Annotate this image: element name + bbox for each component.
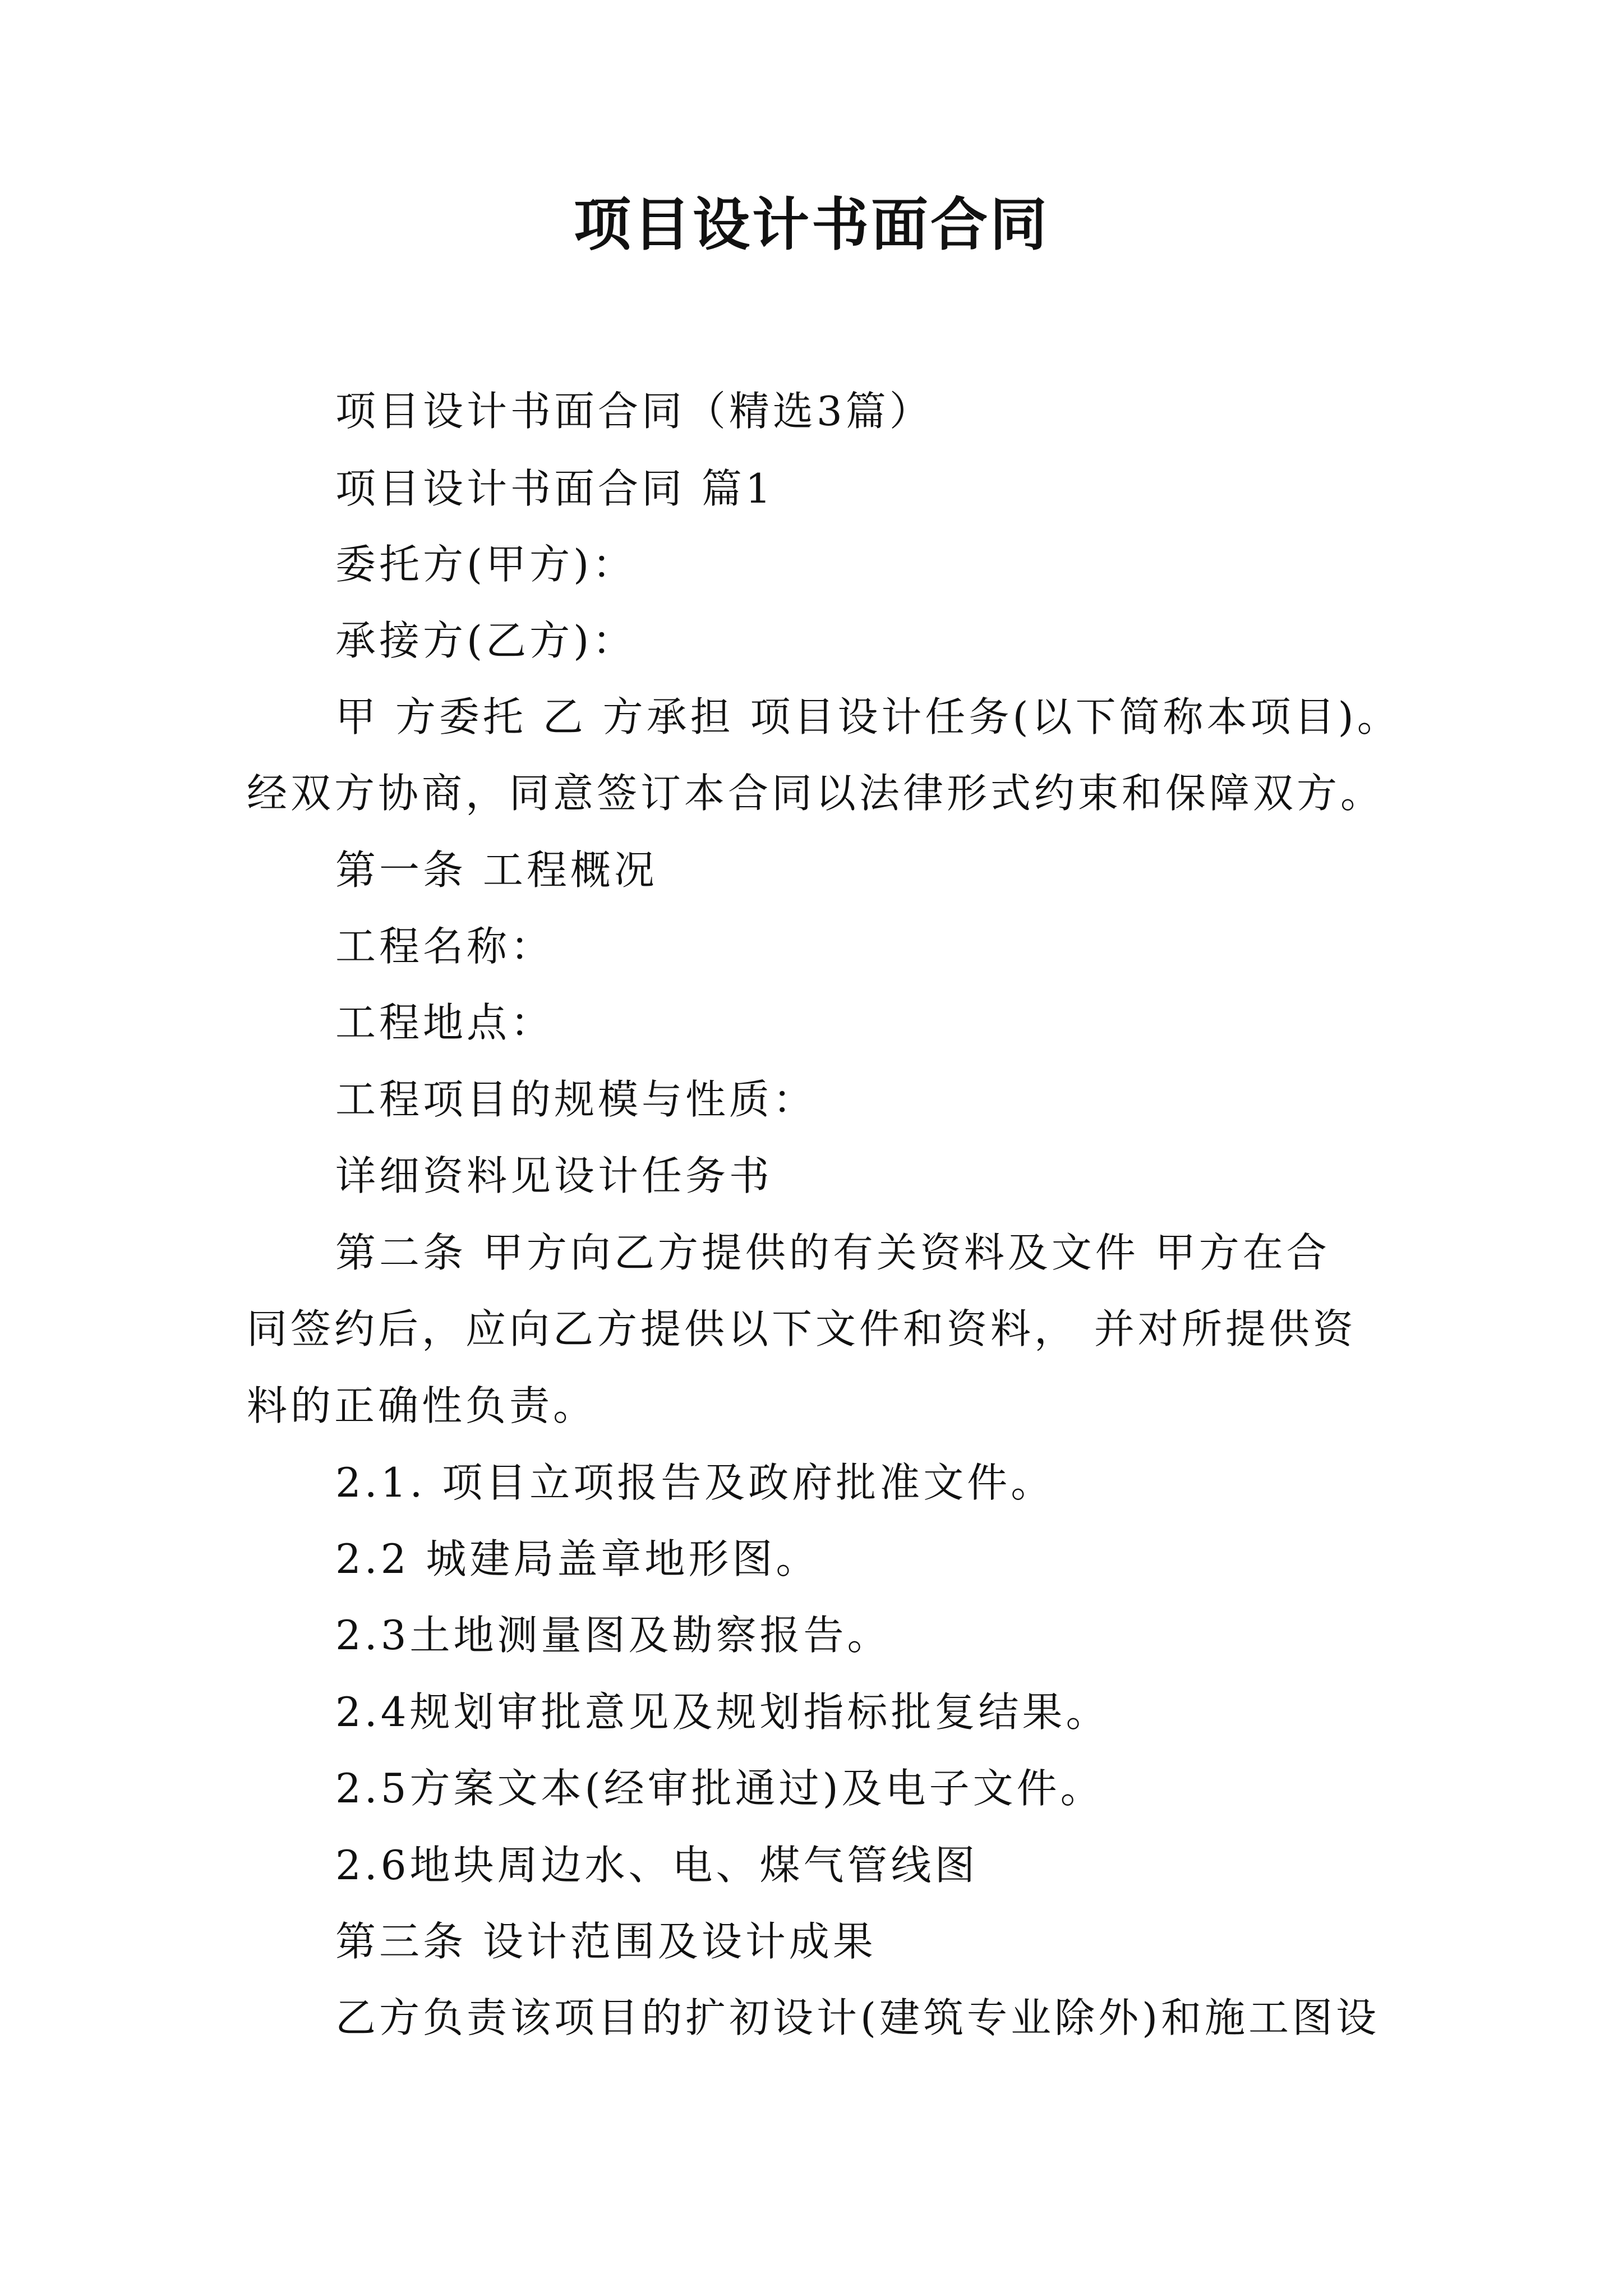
body-line: 料的正确性负责。 (247, 1382, 597, 1429)
list-item: 2.5方案文本(经审批通过)及电子文件。 (335, 1765, 1104, 1812)
body-line: 经双方协商，同意签订本合同以法律形式约束和保障双方。 (247, 770, 1385, 817)
party-b-line: 承接方(乙方)： (335, 617, 637, 664)
project-location-line: 工程地点： (335, 999, 555, 1046)
subtitle-line: 项目设计书面合同（精选3篇） (335, 388, 933, 435)
party-a-line: 委托方(甲方)： (335, 541, 637, 588)
body-line: 同签约后，应向乙方提供以下文件和资料， 并对所提供资 (247, 1305, 1357, 1352)
section-heading-1: 项目设计书面合同 篇1 (335, 465, 774, 512)
document-title: 项目设计书面合同 (574, 191, 1049, 259)
article-heading-1: 第一条 工程概况 (335, 846, 658, 894)
list-item: 2.6地块周边水、电、煤气管线图 (335, 1842, 979, 1889)
list-item: 2.2 城建局盖章地形图。 (335, 1535, 820, 1582)
project-name-line: 工程名称： (335, 923, 555, 970)
article-heading-3: 第三条 设计范围及设计成果 (335, 1918, 877, 1965)
article-heading-2: 第二条 甲方向乙方提供的有关资料及文件 甲方在合 (335, 1229, 1330, 1276)
list-item: 2.4规划审批意见及规划指标批复结果。 (335, 1688, 1110, 1736)
body-line: 甲 方委托 乙 方承担 项目设计任务(以下简称本项目)。 (335, 693, 1401, 740)
body-line: 乙方负责该项目的扩初设计(建筑专业除外)和施工图设 (335, 1994, 1380, 2041)
body-line: 详细资料见设计任务书 (335, 1152, 773, 1199)
list-item: 2.1. 项目立项报告及政府批准文件。 (335, 1459, 1055, 1506)
project-scale-line: 工程项目的规模与性质： (335, 1076, 817, 1123)
list-item: 2.3土地测量图及勘察报告。 (335, 1612, 891, 1659)
